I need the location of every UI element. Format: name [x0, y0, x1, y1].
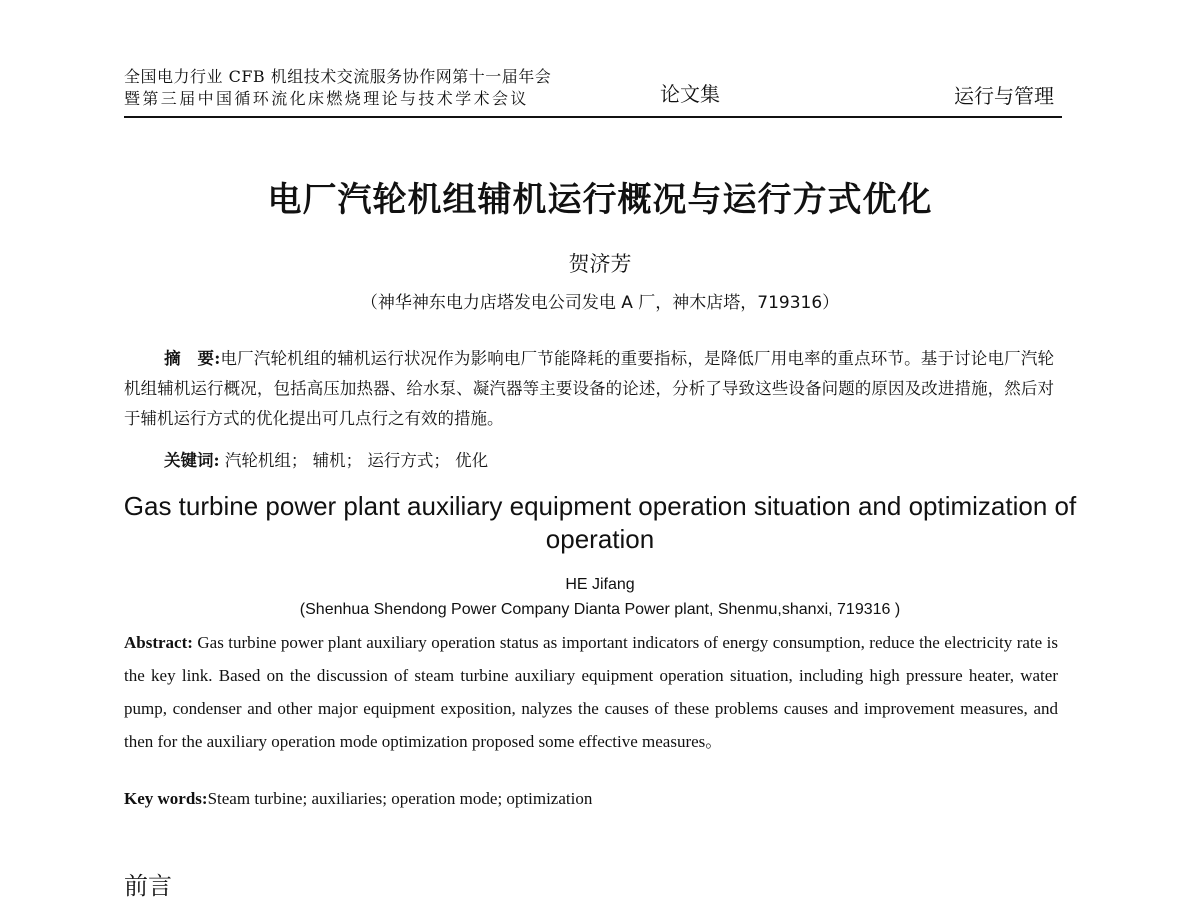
keywords-en-label: Key words: [124, 789, 208, 808]
abstract-cn-text: 电厂汽轮机组的辅机运行状况作为影响电厂节能降耗的重要指标，是降低厂用电率的重点环节。基于讨论电厂汽轮机组辅机运行概况，包括高压加热器、给水泵、凝汽器等主要设备的论述，分析了导致这些设备问题的原因及改进措施，然后对于辅机运行方式的优化提出可几点行之有效的措施。 [124, 349, 1055, 428]
running-header [124, 62, 1062, 118]
abstract-en [124, 626, 1058, 758]
abstract-cn-label: 摘 要: [164, 349, 221, 368]
proceedings-label: 论文集 [660, 82, 720, 106]
section-heading: 前言 [124, 872, 172, 900]
affiliation-cn: （神华神东电力店塔发电公司发电 A 厂，神木店塔，719316） [360, 293, 840, 313]
affiliation-en: (Shenhua Shendong Power Company Dianta Power plant, Shenmu,shanxi, 719316 ) [299, 601, 901, 618]
section-category: 运行与管理 [954, 84, 1054, 108]
keywords-cn-label: 关键词: [164, 451, 220, 470]
keywords-cn-text: 汽轮机组； 辅机； 运行方式； 优化 [224, 451, 489, 470]
keywords-en-text: Steam turbine; auxiliaries; operation mode; optimization [207, 789, 593, 808]
keywords-cn [164, 447, 488, 471]
paper-title-en: Gas turbine power plant auxiliary equipment operation situation and optimization of operation [123, 491, 1077, 554]
keywords-en [124, 789, 592, 809]
author-cn: 贺济芳 [568, 252, 632, 276]
abstract-en-text: Gas turbine power plant auxiliary operation status as important indicators of energy consumption, reduce the electricity rate is the key link. Based on the discussion of steam turbine auxiliary equipment operation situation, including high pressure heater, water pump, condenser and other major equipment exposition, nalyzes the causes of these problems causes and improvement measures, and then for the auxiliary operation mode optimization proposed some effective measures。 [124, 633, 1059, 751]
conference-name [124, 66, 551, 110]
paper-title-cn: 电厂汽轮机组辅机运行概况与运行方式优化 [267, 180, 933, 220]
conference-line-1: 全国电力行业 CFB 机组技术交流服务协作网第十一届年会 [124, 67, 552, 86]
author-en: HE Jifang [565, 576, 635, 593]
abstract-cn [124, 344, 1054, 434]
conference-line-2: 暨第三届中国循环流化床燃烧理论与技术学术会议 [124, 89, 529, 108]
abstract-en-label: Abstract: [124, 633, 193, 652]
